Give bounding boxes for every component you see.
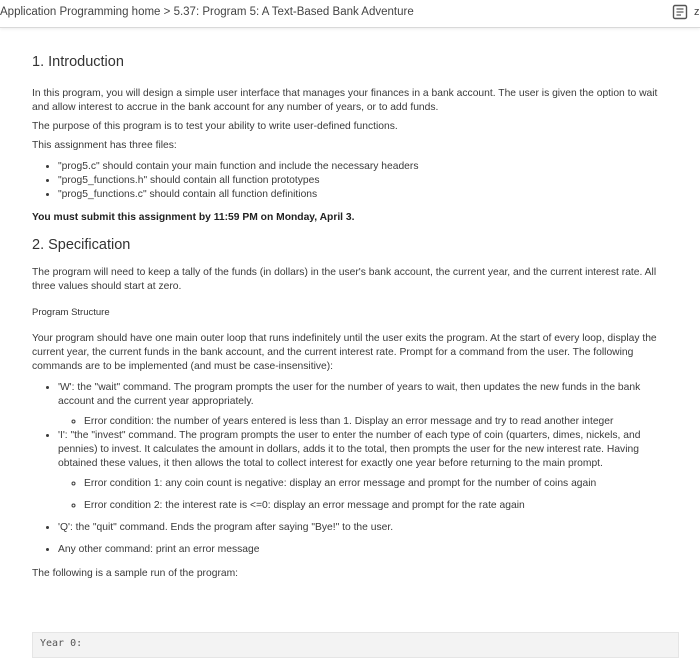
- command-item-other: • Any other command: print an error message: [58, 543, 677, 557]
- breadcrumb-separator: >: [160, 6, 174, 18]
- spec-paragraph-1: The program will need to keep a tally of the funds (in dollars) in the user's bank account, the current year, and the current interest rate. All three values should start at zero.: [32, 267, 657, 292]
- sample-run-intro: The following is a sample run of the program:: [32, 568, 239, 579]
- top-bar: [0, 0, 700, 28]
- intro-paragraph-3: This assignment has three files:: [32, 140, 177, 151]
- top-icons: [672, 4, 700, 20]
- intro-heading: 1. Introduction: [32, 54, 124, 70]
- breadcrumb-current: 5.37: Program 5: A Text-Based Bank Adventure: [173, 6, 414, 18]
- breadcrumb: [0, 6, 414, 18]
- file-list: [32, 160, 677, 202]
- program-structure-heading: Program Structure: [32, 307, 110, 318]
- intro-paragraph-2: The purpose of this program is to test your ability to write user-defined functions.: [32, 121, 398, 132]
- code-line: Year 0:: [40, 638, 83, 649]
- deadline-text: You must submit this assignment by 11:59 PM on Monday, April 3.: [32, 212, 355, 223]
- command-invest-text: 'I': "the "invest" command. The program prompts the user to enter the number of each type of coin (quarters, dimes, nickels, and pennies) to invest. It calculates the amount in dollars, adds it to the total, then prompts the user for the new interest rate. Having obtained these values, it then allows the total to collect interest for exactly one year before returning to the main prompt.: [58, 430, 641, 469]
- command-wait-text: 'W': the "wait" command. The program prompts the user for the number of years to wait, then updates the new funds in the bank account and the current year appropriately.: [58, 382, 641, 407]
- breadcrumb-home-link[interactable]: Application Programming home: [0, 6, 161, 18]
- command-list: [32, 381, 677, 557]
- list-item: ◦ Error condition: the number of years entered is less than 1. Display an error message and try to read another integer: [84, 415, 677, 429]
- list-item: ◦ Error condition 1: any coin count is negative: display an error message and prompt for the number of coins again: [84, 477, 677, 491]
- spec-heading: 2. Specification: [32, 237, 131, 253]
- list-item: ◦ Error condition 2: the interest rate is <=0: display an error message and prompt for the rate again: [84, 499, 677, 513]
- truncated-label: z: [694, 6, 700, 18]
- list-item: • "prog5_functions.h" should contain all function prototypes: [58, 174, 677, 188]
- command-item-wait: [58, 381, 677, 429]
- intro-paragraph-1: In this program, you will design a simple user interface that manages your finances in a bank account. The user is given the option to wait and allow interest to accrue in the bank account for any number of years, or to add funds.: [32, 88, 658, 113]
- book-icon[interactable]: [672, 4, 688, 20]
- command-item-invest: [58, 429, 677, 513]
- list-item: • "prog5.c" should contain your main function and include the necessary headers: [58, 160, 677, 174]
- main-content: [32, 55, 677, 581]
- invest-error-list: [58, 477, 677, 513]
- code-block: [32, 632, 679, 658]
- spec-paragraph-2: Your program should have one main outer loop that runs indefinitely until the user exits the program. At the start of every loop, display the current year, the current funds in the bank account, and the current interest rate. Prompt for a command from the user. The following commands are to be implemented (and must be case-insensitive):: [32, 333, 657, 372]
- command-item-quit: • 'Q': the "quit" command. Ends the program after saying "Bye!" to the user.: [58, 521, 677, 535]
- wait-error-list: [58, 415, 677, 429]
- list-item: • "prog5_functions.c" should contain all function definitions: [58, 188, 677, 202]
